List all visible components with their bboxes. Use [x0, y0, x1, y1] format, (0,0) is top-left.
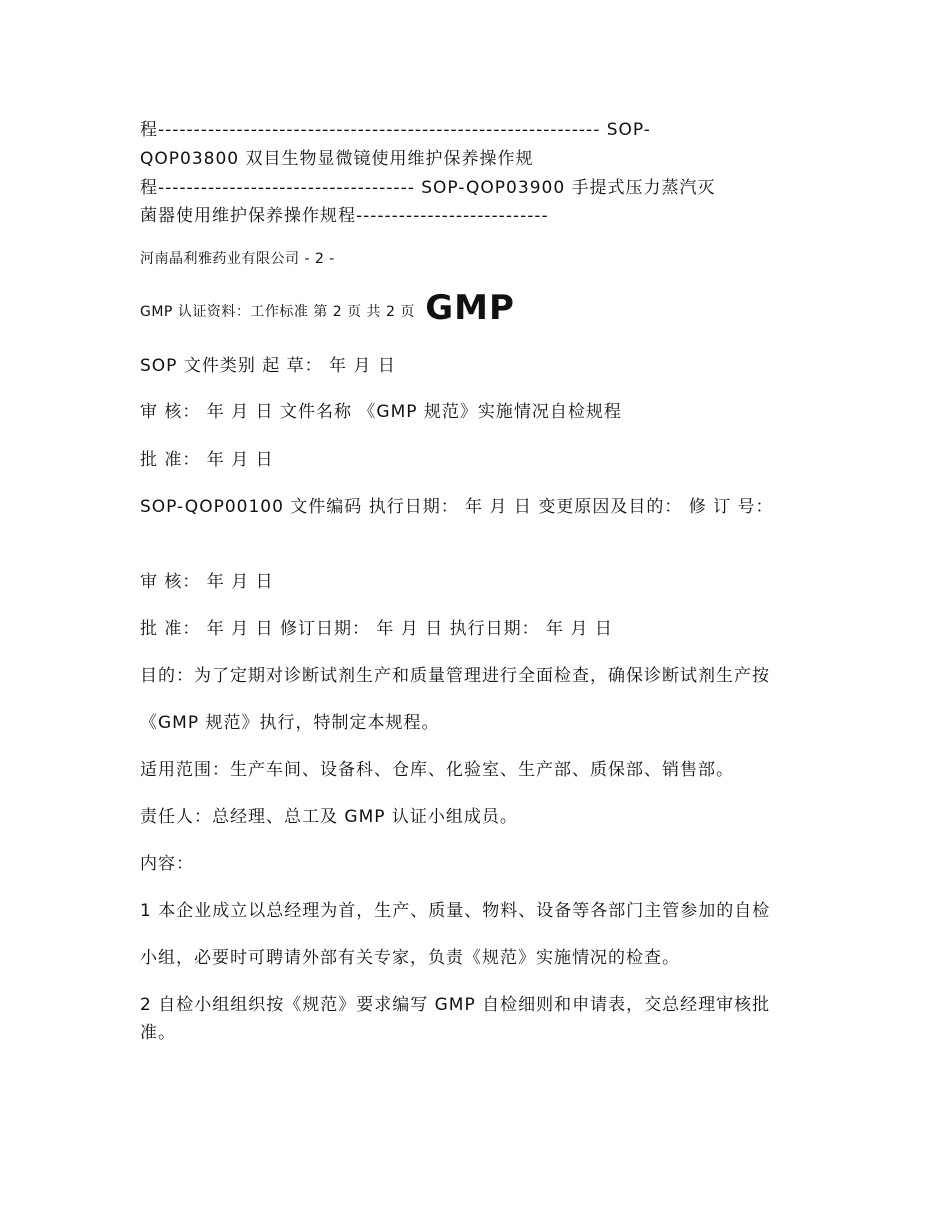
gmp-info: GMP 认证资料：工作标准 第 2 页 共 2 页 [140, 304, 415, 320]
toc-line: QOP03800 双目生物显微镜使用维护保养操作规 [140, 149, 534, 169]
gmp-large-title: GMP [425, 288, 515, 328]
toc-line: 程------------------------------------ SOP-QOP03900 手提式压力蒸汽灭 [140, 178, 716, 198]
footer-company: 河南晶利雅药业有限公司 - 2 - [140, 251, 335, 267]
toc-line: 程-------------------------------------------------------------- SOP- [140, 120, 651, 140]
review-line: 审 核： 年 月 日 文件名称 《GMP 规范》实施情况自检规程 [140, 402, 622, 422]
gmp-header [140, 288, 820, 328]
content-item: 准。 [140, 1023, 176, 1043]
scope-text: 适用范围：生产车间、设备科、仓库、化验室、生产部、质保部、销售部。 [140, 760, 734, 780]
approve-line: 批 准： 年 月 日 [140, 450, 274, 470]
approve-line: 批 准： 年 月 日 修订日期： 年 月 日 执行日期： 年 月 日 [140, 619, 613, 639]
sop-type-line: SOP 文件类别 起 草： 年 月 日 [140, 356, 396, 376]
purpose-text: 目的：为了定期对诊断试剂生产和质量管理进行全面检查，确保诊断试剂生产按 [140, 666, 770, 686]
purpose-text: 《GMP 规范》执行，特制定本规程。 [140, 713, 440, 733]
toc-line: 菌器使用维护保养操作规程--------------------------- [140, 206, 549, 226]
review-line: 审 核： 年 月 日 [140, 572, 274, 592]
code-line: SOP-QOP00100 文件编码 执行日期： 年 月 日 变更原因及目的： 修 订 号： [140, 497, 774, 517]
content-item: 小组，必要时可聘请外部有关专家，负责《规范》实施情况的检查。 [140, 948, 680, 968]
content-label: 内容： [140, 854, 194, 874]
content-item: 2 自检小组组织按《规范》要求编写 GMP 自检细则和申请表，交总经理审核批 [140, 995, 771, 1015]
content-item: 1 本企业成立以总经理为首，生产、质量、物料、设备等各部门主管参加的自检 [140, 901, 771, 921]
responsible-text: 责任人：总经理、总工及 GMP 认证小组成员。 [140, 807, 518, 827]
